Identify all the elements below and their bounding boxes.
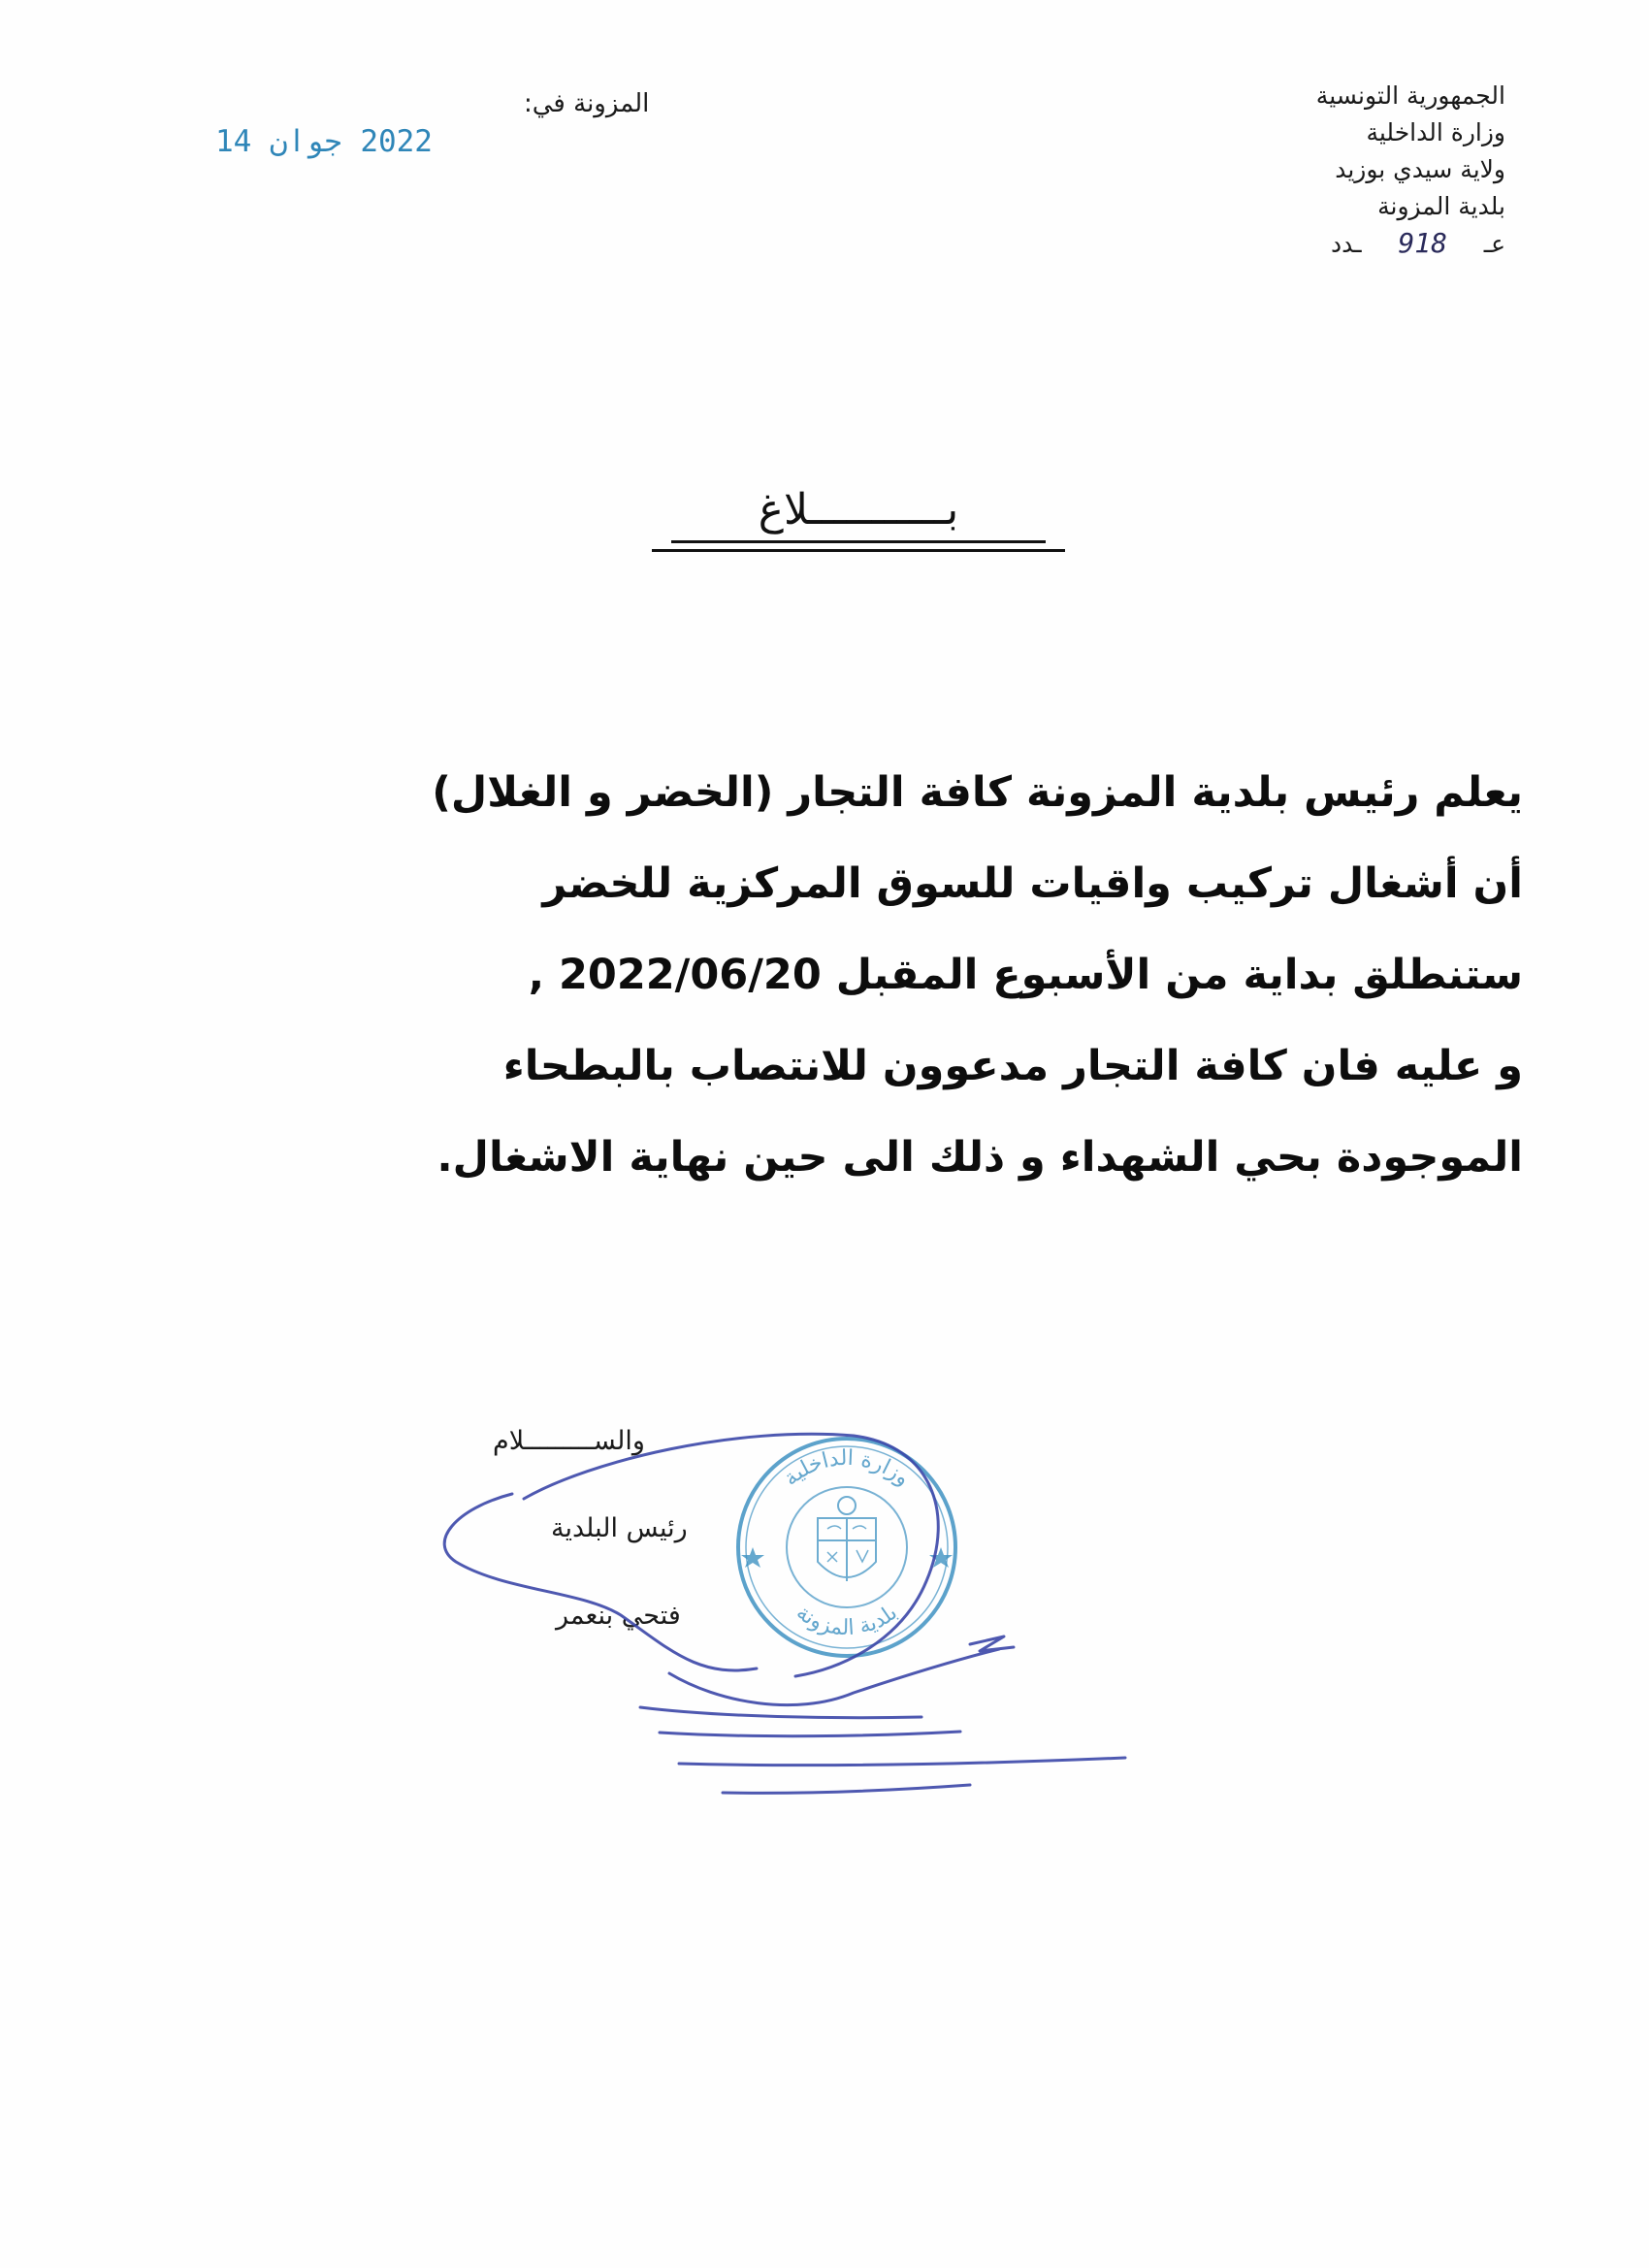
notice-title	[630, 485, 1086, 543]
body-line-1: يعلم رئيس بلدية المزونة كافة التجار (الخضر و الغلال)	[432, 768, 1523, 817]
reference-number-line	[1316, 225, 1505, 263]
seal-inner-text: بلدية المزونة	[792, 1600, 903, 1641]
letterhead-ministry: وزارة الداخلية	[1366, 118, 1505, 146]
place-date-label: المزونة في:	[524, 89, 650, 118]
mayor-title: رئيس البلدية	[551, 1513, 688, 1543]
body-line-4: و عليه فان كافة التجار مدعوون للانتصاب بالبطحاء	[502, 1042, 1523, 1090]
body-line-3: ستنطلق بداية من الأسبوع المقبل 2022/06/20 ,	[528, 951, 1523, 999]
svg-text:وزارة الداخلية	[779, 1446, 914, 1491]
reference-number: 918	[1398, 227, 1447, 259]
closing-greeting: والســـــــــلام	[493, 1426, 645, 1456]
notice-title-text: بـــــــــــلاغ	[671, 485, 1047, 543]
letterhead	[1316, 78, 1505, 263]
date-stamp: 2022 جوان 14	[215, 124, 433, 159]
letterhead-republic: الجمهورية التونسية	[1315, 81, 1505, 110]
reference-label-end: ـدد	[1330, 230, 1362, 258]
reference-label-start: عـ	[1483, 230, 1505, 258]
coat-of-arms-icon	[818, 1497, 876, 1581]
letterhead-governorate: ولاية سيدي بوزيد	[1335, 155, 1505, 183]
seal-outer-text: وزارة الداخلية	[779, 1445, 915, 1492]
body-line-5: الموجودة بحي الشهداء و ذلك الى حين نهاية الاشغال.	[436, 1133, 1523, 1182]
municipal-seal-stamp	[726, 1426, 968, 1669]
notice-body	[204, 747, 1523, 1203]
body-line-2: أن أشغال تركيب واقيات للسوق المركزية للخضر	[542, 859, 1523, 908]
title-double-underline	[652, 549, 1065, 552]
letterhead-municipality: بلدية المزونة	[1377, 192, 1505, 220]
mayor-name: فتحي بنعمر	[556, 1601, 681, 1631]
